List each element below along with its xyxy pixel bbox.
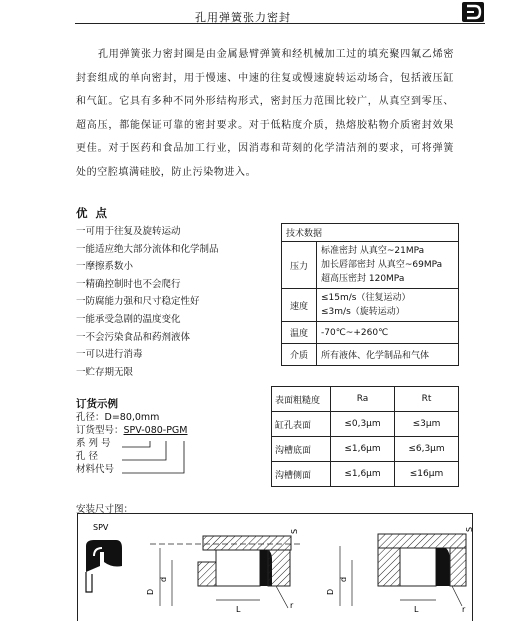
feature-item: 一能适应绝大部分流体和化学制品 [76, 243, 219, 255]
right-wall-left [378, 548, 400, 586]
install-title: 安装尺寸图： [76, 504, 134, 515]
roughness-row-label: 沟槽侧面 [272, 462, 331, 487]
roughness-header: Rt [395, 387, 459, 412]
intro-text: 孔用弹簧张力密封圈是由金属悬臂弹簧和经机械加工过的填充聚四氟乙烯密封套组成的单向密封，用于慢速、中速的往复或慢速旋转运动场合，包括液压缸和气缸。它具有多种不同外形结构形式，密封压力范围比较广，从真空到零压、超高压，都能保证可靠的密封要求。对于低粘度介质，热熔胶粘物介质密封效果更佳。对于医药和食品加工行业，因消毒和苛刻的化学清洁剂的要求，可将弹簧处的空腔填满硅胶，防止污染物进入。 [76, 49, 454, 178]
feature-item: 一能承受急剧的温度变化 [76, 313, 181, 325]
right-dim-label-r: r [462, 605, 466, 614]
features-title: 优点 [76, 206, 115, 220]
right-dim-label-S: S [465, 526, 474, 532]
speed-line: ≤15m/s（往复运动） [321, 293, 411, 303]
feature-item: 一摩擦系数小 [76, 261, 134, 273]
temperature-value: -70℃~+260℃ [317, 322, 459, 344]
feature-item: 一精确控制时也不会爬行 [76, 278, 181, 290]
medium-label: 介质 [282, 344, 317, 366]
right-groove-body [400, 548, 436, 586]
seal-profile-shape [86, 540, 122, 572]
order-legend-series: 系 列 号 [76, 438, 111, 449]
dim-label-S: S [290, 528, 299, 534]
right-seal-section [436, 548, 450, 586]
speed-line: ≤3m/s（旋转运动） [321, 307, 405, 317]
groove-body [216, 550, 260, 586]
leader-r [276, 586, 288, 608]
pressure-line: 超高压密封 120MPa [321, 274, 405, 284]
order-legend-bore: 孔 径 [76, 451, 99, 462]
roughness-cell: ≤1,6μm [331, 437, 395, 462]
right-leader-r [452, 586, 462, 606]
roughness-cell: ≤3μm [395, 412, 459, 437]
roughness-cell: ≤16μm [395, 462, 459, 487]
temperature-label: 温度 [282, 322, 317, 344]
right-dim-label-D: D [326, 588, 335, 595]
medium-value: 所有液体、化学制品和气体 [317, 344, 459, 366]
roughness-header: 表面粗糙度 [272, 387, 331, 412]
tech-data-title: 技术数据 [282, 224, 459, 242]
right-dim-label-d: d [339, 576, 348, 582]
roughness-cell: ≤6,3μm [395, 437, 459, 462]
speed-label: 速度 [282, 289, 317, 322]
dim-label-d: d [159, 576, 168, 582]
dim-label-r: r [290, 601, 294, 610]
order-model-code: SPV-080-PGM [123, 425, 188, 436]
feature-item: 一贮存期无限 [76, 366, 134, 378]
groove-wall-right [268, 550, 290, 586]
groove-housing-top [203, 536, 291, 550]
order-bore: 孔径：D=80,0mm [76, 412, 160, 423]
feature-item: 一可以进行消毒 [76, 349, 143, 361]
groove-wall-left [198, 562, 216, 586]
profile-label: SPV [93, 523, 109, 532]
page-header-title: 孔用弹簧张力密封 [195, 11, 291, 24]
roughness-row-label: 沟槽底面 [272, 437, 331, 462]
dim-label-L: L [236, 605, 241, 614]
pressure-label: 压力 [282, 242, 317, 289]
right-wall-right [450, 548, 466, 586]
roughness-header: Ra [331, 387, 395, 412]
pressure-line: 加长唇部密封 从真空~69MPa [321, 260, 443, 270]
feature-item: 一可用于往复及旋转运动 [76, 226, 181, 237]
pressure-line: 标准密封 从真空~21MPa [321, 246, 425, 256]
roughness-row-label: 缸孔表面 [272, 412, 331, 437]
feature-item: 一防腐能力强和尺寸稳定性好 [76, 296, 200, 308]
roughness-cell: ≤1,6μm [331, 462, 395, 487]
order-legend-material: 材料代号 [76, 464, 115, 475]
feature-item: 一不会污染食品和药剂液体 [76, 331, 191, 343]
dim-label-D: D [146, 588, 155, 595]
order-model-prefix: 订货型号： [76, 425, 124, 436]
order-title: 订货示例 [76, 398, 118, 410]
right-housing-top [378, 534, 466, 548]
seal-lower-lip [86, 572, 92, 592]
right-dim-label-L: L [414, 605, 419, 614]
roughness-cell: ≤0,3μm [331, 412, 395, 437]
